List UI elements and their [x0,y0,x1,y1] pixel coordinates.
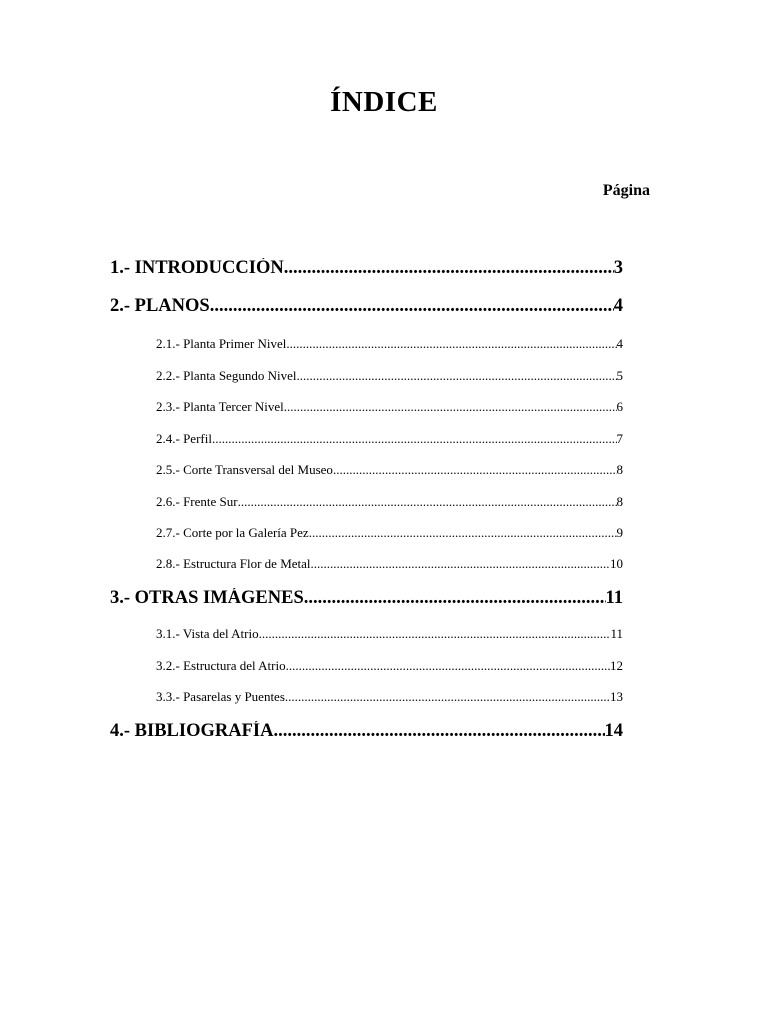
toc-dot-leader [273,721,604,742]
toc-entry-label: 2.3.- Planta Tercer Nivel [156,399,284,414]
toc-entry-planta-tercer-nivel[interactable] [156,399,623,415]
toc-entry-label: 2.6.- Frente Sur [156,494,238,509]
toc-dot-leader [309,525,617,541]
toc-entry-page: 14 [604,721,623,741]
toc-dot-leader [311,556,610,572]
toc-dot-leader [333,462,617,478]
toc-entry-page: 13 [610,689,623,704]
toc-dot-leader [259,626,611,642]
toc-entry-label: 2.2.- Planta Segundo Nivel [156,368,297,383]
toc-entry-label: 2.8.- Estructura Flor de Metal [156,556,311,571]
toc-entry-page: 7 [616,431,623,446]
toc-entry-label: 4.- BIBLIOGRAFÍA [110,721,274,741]
toc-entry-corte-transversal[interactable] [156,462,623,478]
toc-entry-frente-sur[interactable] [156,494,623,510]
toc-dot-leader [296,368,616,384]
toc-entry-page: 12 [610,658,623,673]
toc-entry-corte-galeria-pez[interactable] [156,525,623,541]
toc-entry-bibliografia[interactable] [110,721,623,742]
toc-entry-estructura-atrio[interactable] [156,658,623,674]
toc-entry-vista-atrio[interactable] [156,626,623,642]
toc-entry-label: 2.- PLANOS [110,296,210,316]
toc-entry-page: 4 [613,296,623,316]
toc-entry-page: 3 [613,258,623,278]
toc-entry-introduccion[interactable] [110,258,623,279]
toc-entry-otras-imagenes[interactable] [110,588,623,609]
toc-entry-label: 2.1.- Planta Primer Nivel [156,336,287,351]
toc-entry-estructura-flor-metal[interactable] [156,556,623,572]
toc-dot-leader [284,258,614,279]
toc-entry-label: 3.3.- Pasarelas y Puentes [156,689,285,704]
toc-entry-planta-primer-nivel[interactable] [156,336,623,352]
toc-entry-perfil[interactable] [156,431,623,447]
toc-entry-label: 1.- INTRODUCCIÓN [110,258,284,278]
toc-entry-label: 3.2.- Estructura del Atrio [156,658,286,673]
toc-entry-page: 5 [616,368,623,383]
toc-entry-page: 10 [610,556,623,571]
toc-entry-page: 6 [616,399,623,414]
toc-dot-leader [212,431,617,447]
toc-entry-label: 3.1.- Vista del Atrio [156,626,259,641]
page-title: ÍNDICE [330,86,438,118]
toc-dot-leader [304,588,606,609]
toc-entry-page: 11 [605,588,623,608]
toc-entry-planos[interactable] [110,296,623,317]
toc-dot-leader [286,336,616,352]
toc-entry-page: 8 [616,462,623,477]
toc-entry-page: 9 [616,525,623,540]
toc-entry-planta-segundo-nivel[interactable] [156,368,623,384]
toc-entry-label: 2.4.- Perfil [156,431,212,446]
toc-entry-page: 11 [610,626,623,641]
toc-dot-leader [286,658,610,674]
toc-entry-label: 2.5.- Corte Transversal del Museo [156,462,333,477]
page-column-header: Página [602,182,650,199]
toc-dot-leader [284,399,617,415]
toc-entry-label: 2.7.- Corte por la Galería Pez [156,525,309,540]
toc-dot-leader [285,689,610,705]
toc-entry-page: 8 [616,494,623,509]
toc-entry-label: 3.- OTRAS IMÁGENES [110,588,304,608]
toc-dot-leader [238,494,617,510]
toc-entry-pasarelas-puentes[interactable] [156,689,623,705]
toc-entry-page: 4 [616,336,623,351]
toc-dot-leader [210,296,614,317]
